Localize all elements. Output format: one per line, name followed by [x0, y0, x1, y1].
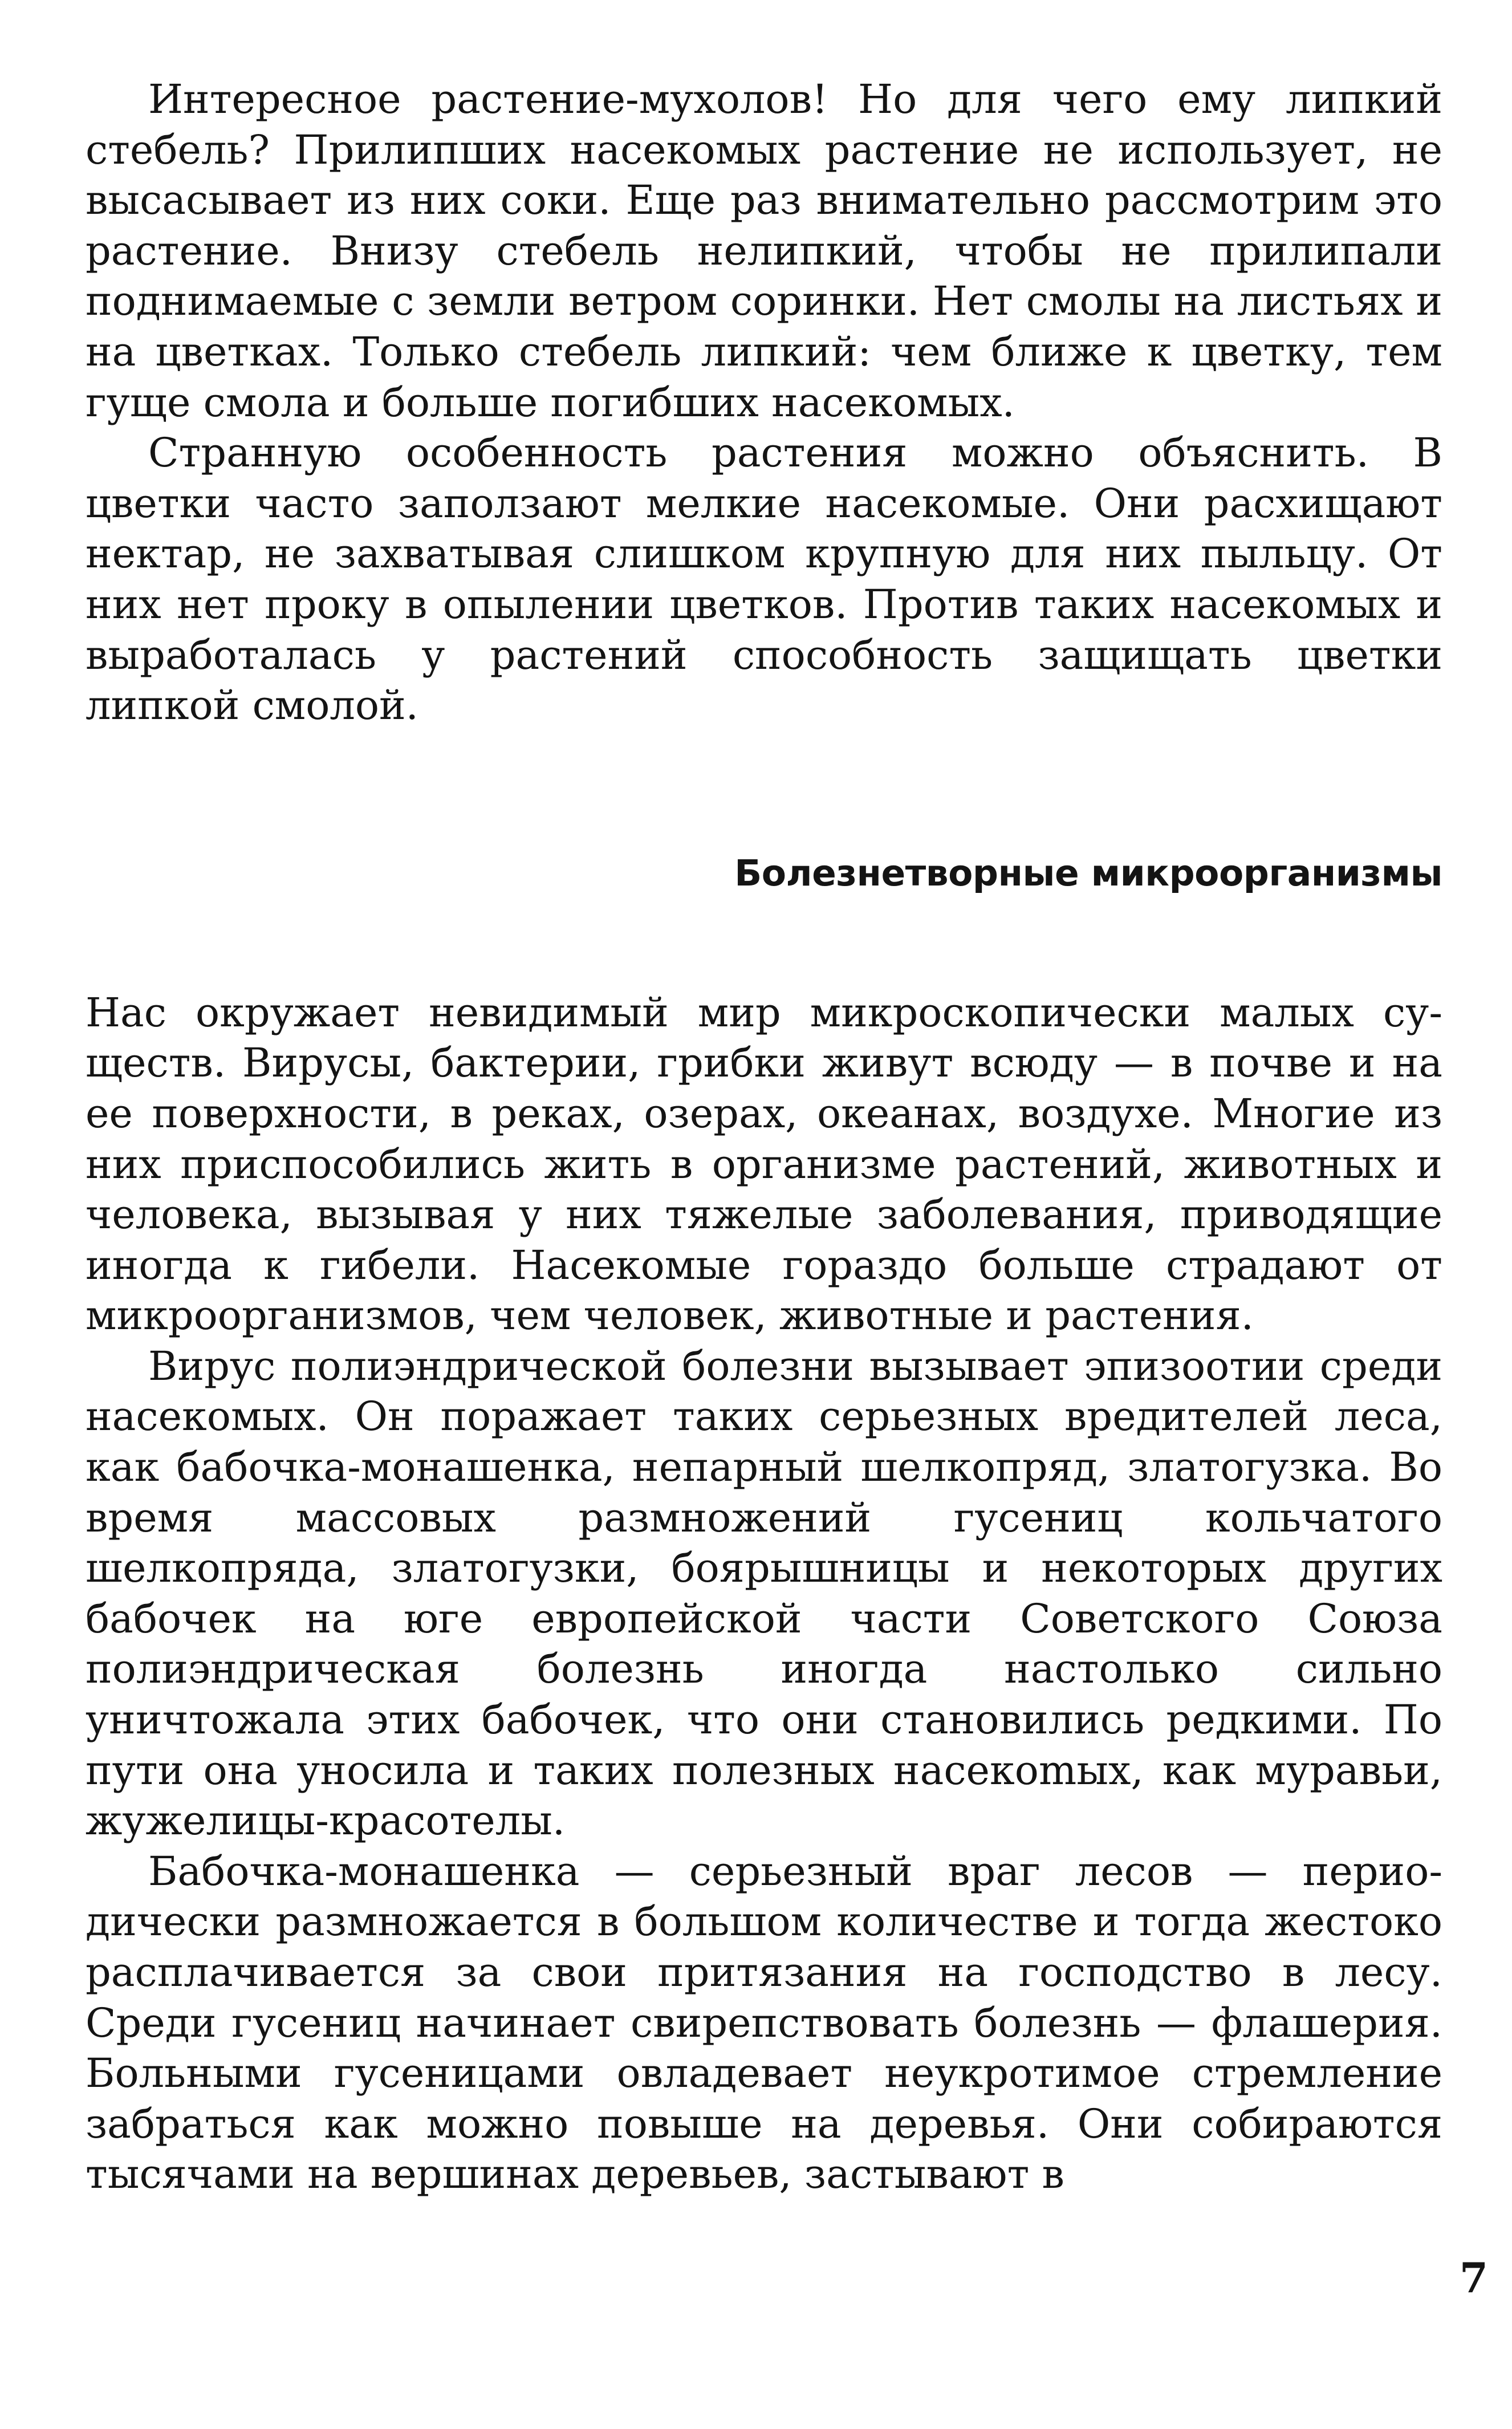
paragraph-polyhedral-virus: Вирус полиэндрической болезни вызывает эпизоотии среди насекомых. Он поражает таких серьезных вредителей леса, как бабочка-монашенка, непарный шелкопряд, златогузка. Во время массовых размножений гусениц кольчатого шелкопряда, златогузки, боярышницы и некоторых других бабочек на юге европейской части Советского Союза полиэндрическая болезнь иногда настолько сильно уничтожала этих бабочек, что они становились редкими. По пути она уносила и таких полезных насекоmых, как муравьи, жужелицы-красотелы. — [86, 1342, 1442, 1845]
paragraph-flycatcher-plant: Интересное растение-мухолов! Но для чего ему липкий стебель? Прилипших насекомых растение не использует, не высасывает из них соки. Еще раз внимательно рассмотрим это растение. Внизу стебель нелипкий, чтобы не прилипали поднимаемые с земли ветром соринки. Нет смолы на листьях и на цветках. Только стебель липкий: чем ближе к цветку, тем гуще смола и больше погибших насекомых. — [86, 76, 1442, 426]
book-page — [86, 74, 1442, 2200]
paragraph-microorganisms-intro: Нас окружает невидимый мир микроскопически малых существ. Вирусы, бактерии, грибки живут всюду — в почве и на ее поверхности, в реках, озерах, океанах, воздухе. Многие из них приспособились жить в организме растений, животных и человека, вызывая у них тяжелые заболевания, приводящие иногда к гибели. Насекомые гораздо больше страдают от микроорганизмов, чем человек, животные и растения. — [86, 989, 1442, 1339]
page-number: 7 — [1459, 2253, 1488, 2302]
section-heading: Болезнетворные микроорганизмы — [734, 852, 1442, 894]
paragraph-nun-moth: Бабочка-монашенка — серьезный враг лесов — периодически размножается в большом количестве и тогда жестоко расплачивается за свои притязания на господство в лесу. Среди гусениц начинает свирепствовать болезнь — флашерия. Больными гусеницами овладевает неукротимое стремление забраться как можно повыше на деревья. Они собираются тысячами на вершинах деревьев, застывают в — [86, 1847, 1442, 2198]
paragraph-plant-feature: Странную особенность растения можно объяснить. В цветки часто заползают мелкие насекомые. Они расхищают нектар, не захватывая слишком крупную для них пыльцу. От них нет проку в опылении цветков. Против таких насекомых и выработалась у растений способность защищать цветки липкой смолой. — [86, 429, 1442, 729]
